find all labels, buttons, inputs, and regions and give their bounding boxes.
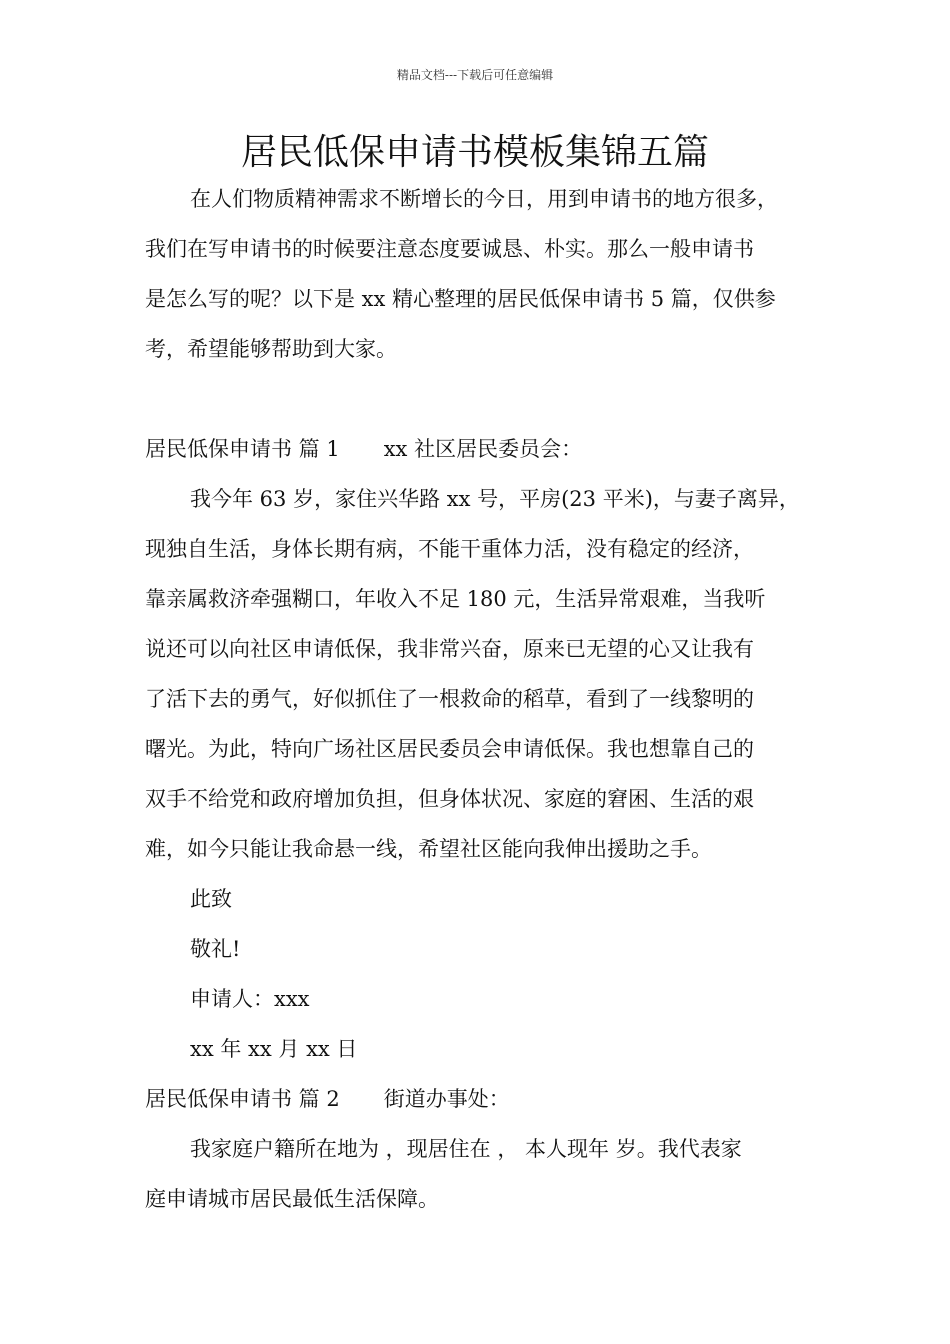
section-title: 居民低保申请书 篇 1 [145, 437, 340, 461]
section-addressee: xx 社区居民委员会： [383, 437, 583, 461]
page-header-note: 精品文档---下载后可任意编辑 [396, 68, 554, 82]
document-title: 居民低保申请书模板集锦五篇 [240, 132, 709, 173]
intro-line: 在人们物质精神需求不断增长的今日，用到申请书的地方很多， [190, 187, 778, 211]
body-line: 难，如今只能让我命悬一线，希望社区能向我伸出援助之手。 [145, 837, 712, 861]
applicant-signature: 申请人：xxx [190, 987, 310, 1011]
body-line: 曙光。为此，特向广场社区居民委员会申请低保。我也想靠自己的 [145, 737, 754, 761]
section-heading-1 [145, 434, 582, 464]
body-line: 靠亲属救济牵强糊口，年收入不足 180 元，生活异常艰难，当我听 [145, 587, 766, 611]
body-line: 庭申请城市居民最低生活保障。 [145, 1187, 439, 1211]
body-line: 说还可以向社区申请低保，我非常兴奋，原来已无望的心又让我有 [145, 637, 754, 661]
letter-date: xx 年 xx 月 xx 日 [190, 1037, 358, 1061]
body-line: 了活下去的勇气，好似抓住了一根救命的稻草，看到了一线黎明的 [145, 687, 754, 711]
section-title: 居民低保申请书 篇 2 [145, 1087, 340, 1111]
closing-regards: 敬礼! [190, 937, 241, 961]
closing-salutation: 此致 [190, 887, 232, 911]
body-line: 双手不给党和政府增加负担，但身体状况、家庭的窘困、生活的艰 [145, 787, 754, 811]
intro-line: 考，希望能够帮助到大家。 [145, 337, 397, 361]
body-line: 我今年 63 岁，家住兴华路 xx 号，平房(23 平米)，与妻子离异， [190, 487, 800, 511]
intro-line: 是怎么写的呢？以下是 xx 精心整理的居民低保申请书 5 篇，仅供参 [145, 287, 776, 311]
intro-line: 我们在写申请书的时候要注意态度要诚恳、朴实。那么一般申请书 [145, 237, 754, 261]
body-line: 现独自生活，身体长期有病，不能干重体力活，没有稳定的经济， [145, 537, 754, 561]
body-line: 我家庭户籍所在地为 ，现居住在 ， 本人现年 岁。我代表家 [190, 1137, 742, 1161]
section-heading-2 [145, 1084, 510, 1114]
section-addressee: 街道办事处： [383, 1087, 510, 1111]
